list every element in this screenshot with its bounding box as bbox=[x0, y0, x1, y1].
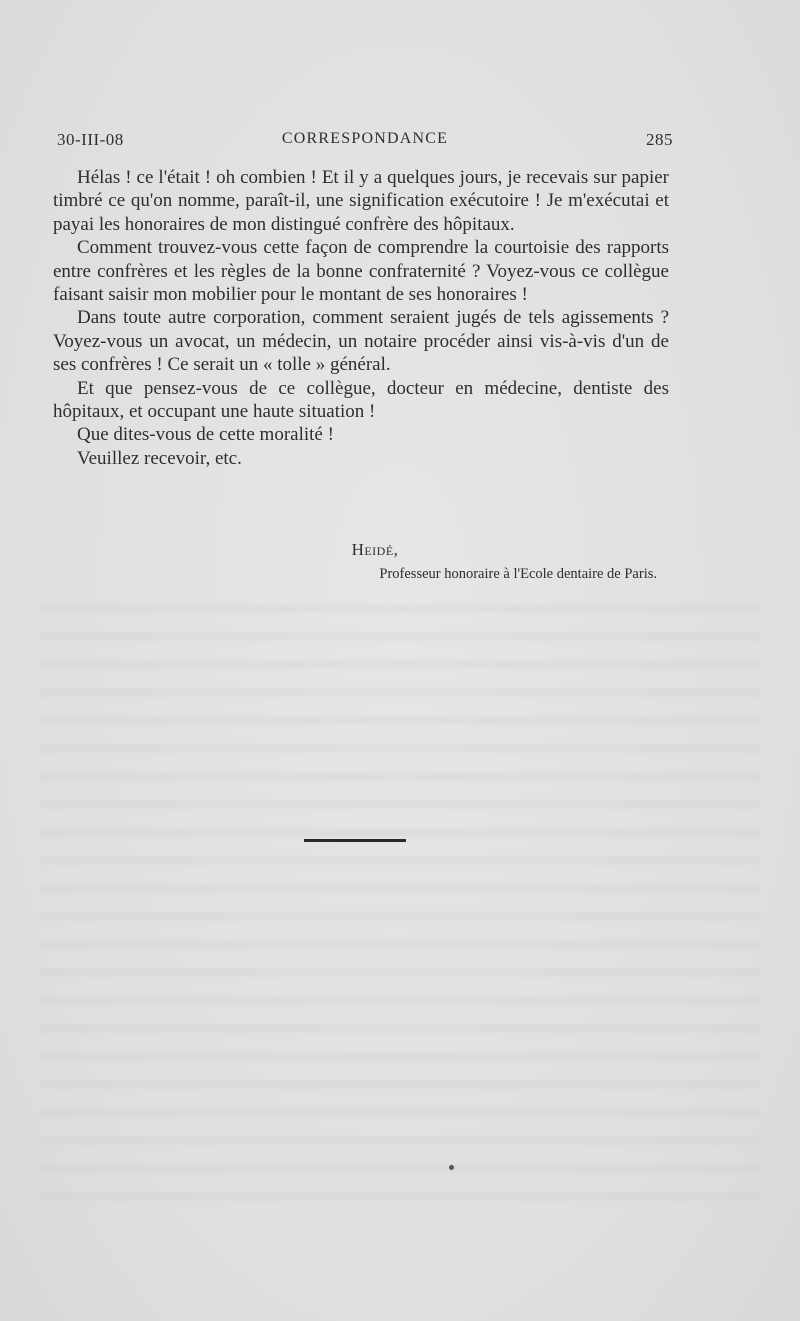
letter-body bbox=[53, 166, 669, 470]
signature-name: Heidé, bbox=[351, 540, 399, 559]
paragraph: Et que pensez-vous de ce collègue, docteur en médecine, dentiste des hôpitaux, et occupant une haute situation ! bbox=[53, 377, 669, 423]
paragraph: Dans toute autre corporation, comment seraient jugés de tels agissements ? Voyez-vous un avocat, un médecin, un notaire procéder ainsi vis-à-vis d'un de ses confrères ! Ce serait un « tolle » général. bbox=[53, 307, 669, 376]
paragraph: Veuillez recevoir, etc. bbox=[77, 447, 242, 469]
header-page-number: 285 bbox=[646, 130, 673, 149]
header-date: 30-III-08 bbox=[57, 130, 124, 149]
paragraph: Que dites-vous de cette moralité ! bbox=[77, 424, 334, 446]
signature-title: Professeur honoraire à l'Ecole dentaire de Paris. bbox=[379, 566, 657, 582]
bleed-through-texture bbox=[40, 590, 760, 1210]
paragraph: Hélas ! ce l'était ! oh combien ! Et il y a quelques jours, je recevais sur papier timbré ce qu'on nomme, paraît-il, une signification exécutoire ! Je m'exécutai et payai les honoraires de mon distingué confrère des hôpitaux. bbox=[53, 167, 669, 235]
print-speck bbox=[449, 1165, 454, 1170]
section-divider-rule bbox=[304, 839, 406, 842]
paragraph: Comment trouvez-vous cette façon de comprendre la courtoisie des rapports entre confrères et les règles de la bonne confraternité ? Voyez-vous ce collègue faisant saisir mon mobilier pour le montant de ses honoraires ! bbox=[53, 237, 669, 306]
header-section-title: CORRESPONDANCE bbox=[281, 130, 449, 147]
running-header bbox=[57, 130, 673, 154]
